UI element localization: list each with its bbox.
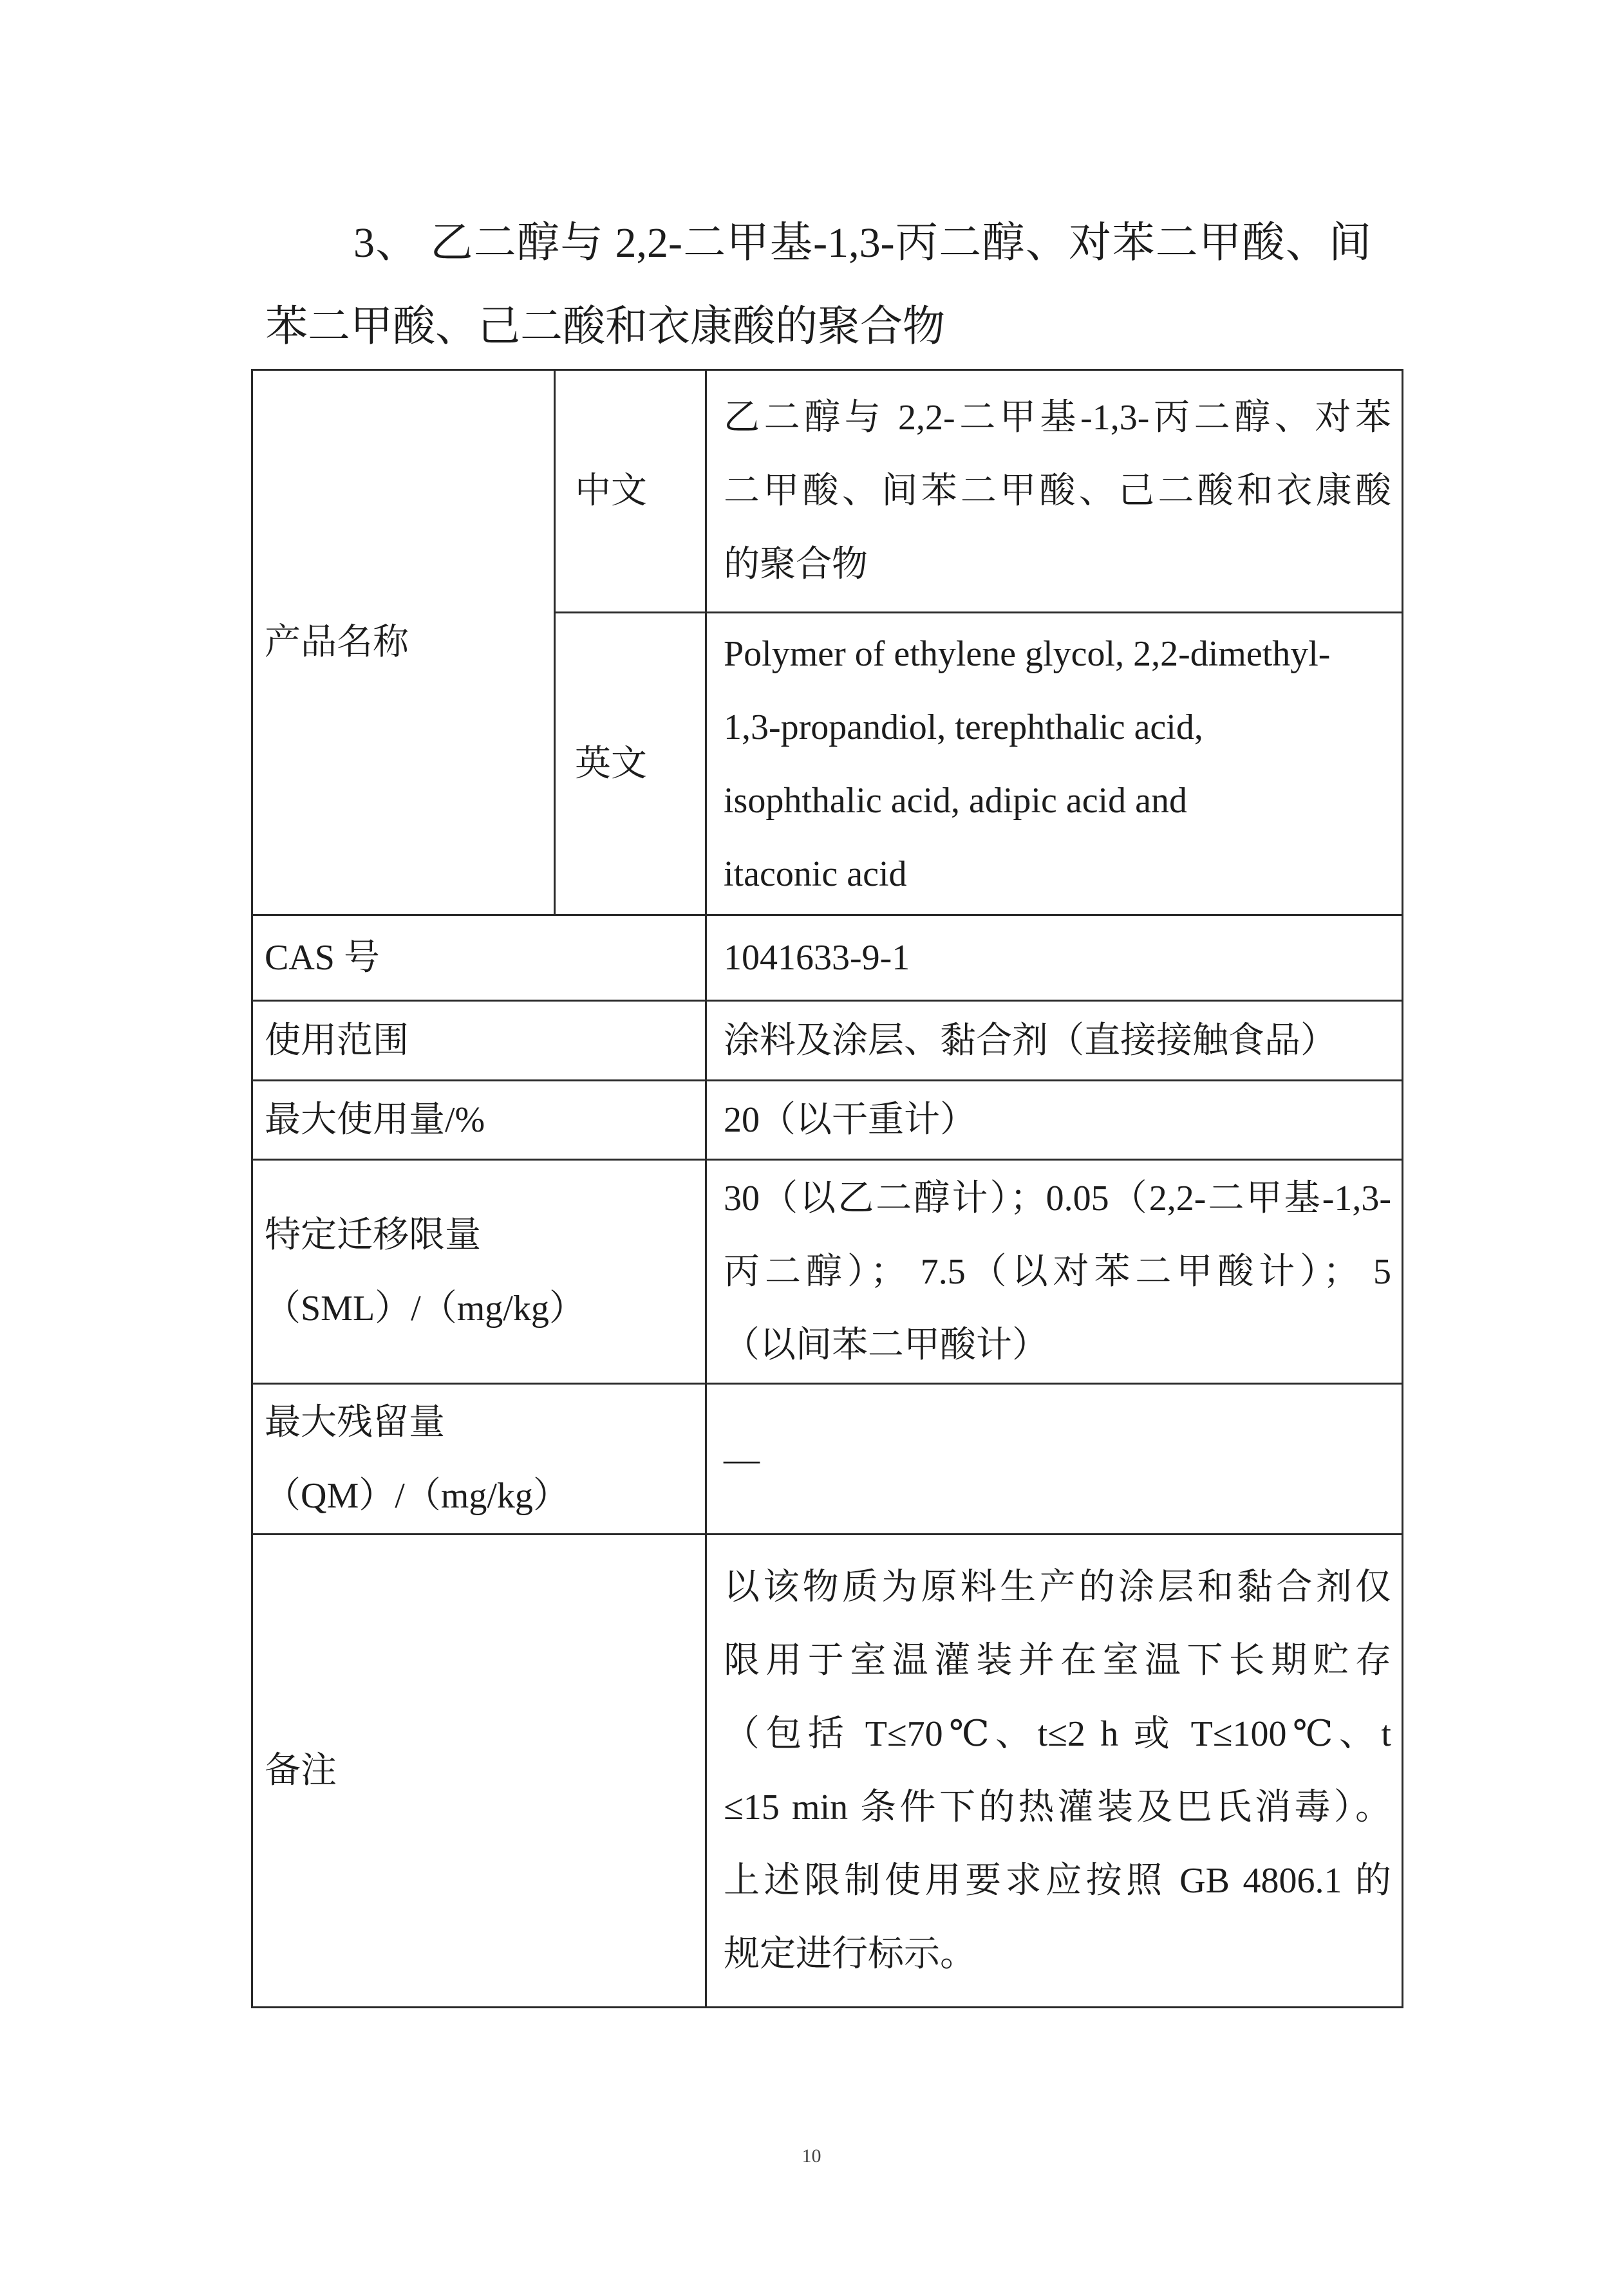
- chinese-name-label: 中文: [555, 370, 706, 613]
- sml-value-line: 丙二醇）； 7.5（以对苯二甲酸计）； 5: [724, 1251, 1391, 1292]
- sml-label-line: （SML）/（mg/kg）: [265, 1288, 585, 1329]
- remarks-line: 以该物质为原料生产的涂层和黏合剂仅: [724, 1567, 1391, 1607]
- remarks-value: [706, 1535, 1403, 2008]
- cas-label: CAS 号: [252, 915, 706, 1001]
- sml-value: [706, 1160, 1403, 1384]
- remarks-line: 限用于室温灌装并在室温下长期贮存: [724, 1641, 1391, 1681]
- scope-label: 使用范围: [252, 1001, 706, 1081]
- chinese-name-line: 二甲酸、间苯二甲酸、己二酸和衣康酸: [724, 471, 1391, 511]
- english-name-value: [706, 613, 1403, 915]
- remarks-label: 备注: [252, 1535, 706, 2008]
- table-row-remarks: [252, 1535, 1403, 2008]
- scope-value: 涂料及涂层、黏合剂（直接接触食品）: [706, 1001, 1403, 1081]
- sml-value-line: 30（以乙二醇计）；0.05（2,2-二甲基-1,3-: [724, 1178, 1391, 1218]
- table-row-scope: [252, 1001, 1403, 1081]
- chinese-name-value: [706, 370, 1403, 613]
- cas-value: 1041633-9-1: [706, 915, 1403, 1001]
- qm-label-line: 最大残留量: [265, 1402, 445, 1442]
- table-row-sml: [252, 1160, 1403, 1384]
- english-name-line: Polymer of ethylene glycol, 2,2-dimethyl-: [724, 633, 1331, 674]
- sml-label: [252, 1160, 706, 1384]
- remarks-line: （包括 T≤70℃、t≤2 h 或 T≤100℃、t: [724, 1714, 1391, 1754]
- remarks-line: 规定进行标示。: [724, 1934, 976, 1974]
- english-name-line: itaconic acid: [724, 854, 907, 894]
- qm-value: —: [706, 1384, 1403, 1535]
- english-name-line: 1,3-propandiol, terephthalic acid,: [724, 707, 1203, 747]
- sml-label-line: 特定迁移限量: [265, 1215, 481, 1255]
- table-row-product-name-chinese: [252, 370, 1403, 613]
- english-name-label: 英文: [555, 613, 706, 915]
- section-heading-line-2: 苯二甲酸、己二酸和衣康酸的聚合物: [265, 303, 945, 350]
- chinese-name-line: 的聚合物: [724, 545, 868, 584]
- chinese-name-line: 乙二醇与 2,2-二甲基-1,3-丙二醇、对苯: [724, 398, 1391, 438]
- sml-value-line: （以间苯二甲酸计）: [724, 1325, 1048, 1365]
- table-row-cas: [252, 915, 1403, 1001]
- substance-spec-table: [251, 369, 1403, 2008]
- page-number: 10: [802, 2145, 821, 2167]
- remarks-line: ≤15 min 条件下的热灌装及巴氏消毒）。: [724, 1787, 1391, 1827]
- english-name-line: isophthalic acid, adipic acid and: [724, 780, 1187, 821]
- table-row-qm: [252, 1384, 1403, 1535]
- remarks-line: 上述限制使用要求应按照 GB 4806.1 的: [724, 1861, 1391, 1901]
- max-use-value: 20（以干重计）: [706, 1081, 1403, 1160]
- qm-label-line: （QM）/（mg/kg）: [265, 1475, 569, 1516]
- max-use-label: 最大使用量/%: [252, 1081, 706, 1160]
- section-heading-line-1: 3、 乙二醇与 2,2-二甲基-1,3-丙二醇、对苯二甲酸、间: [353, 219, 1371, 266]
- qm-label: [252, 1384, 706, 1535]
- section-heading: [265, 201, 1371, 369]
- product-name-label: 产品名称: [252, 370, 555, 915]
- table-row-max-use: [252, 1081, 1403, 1160]
